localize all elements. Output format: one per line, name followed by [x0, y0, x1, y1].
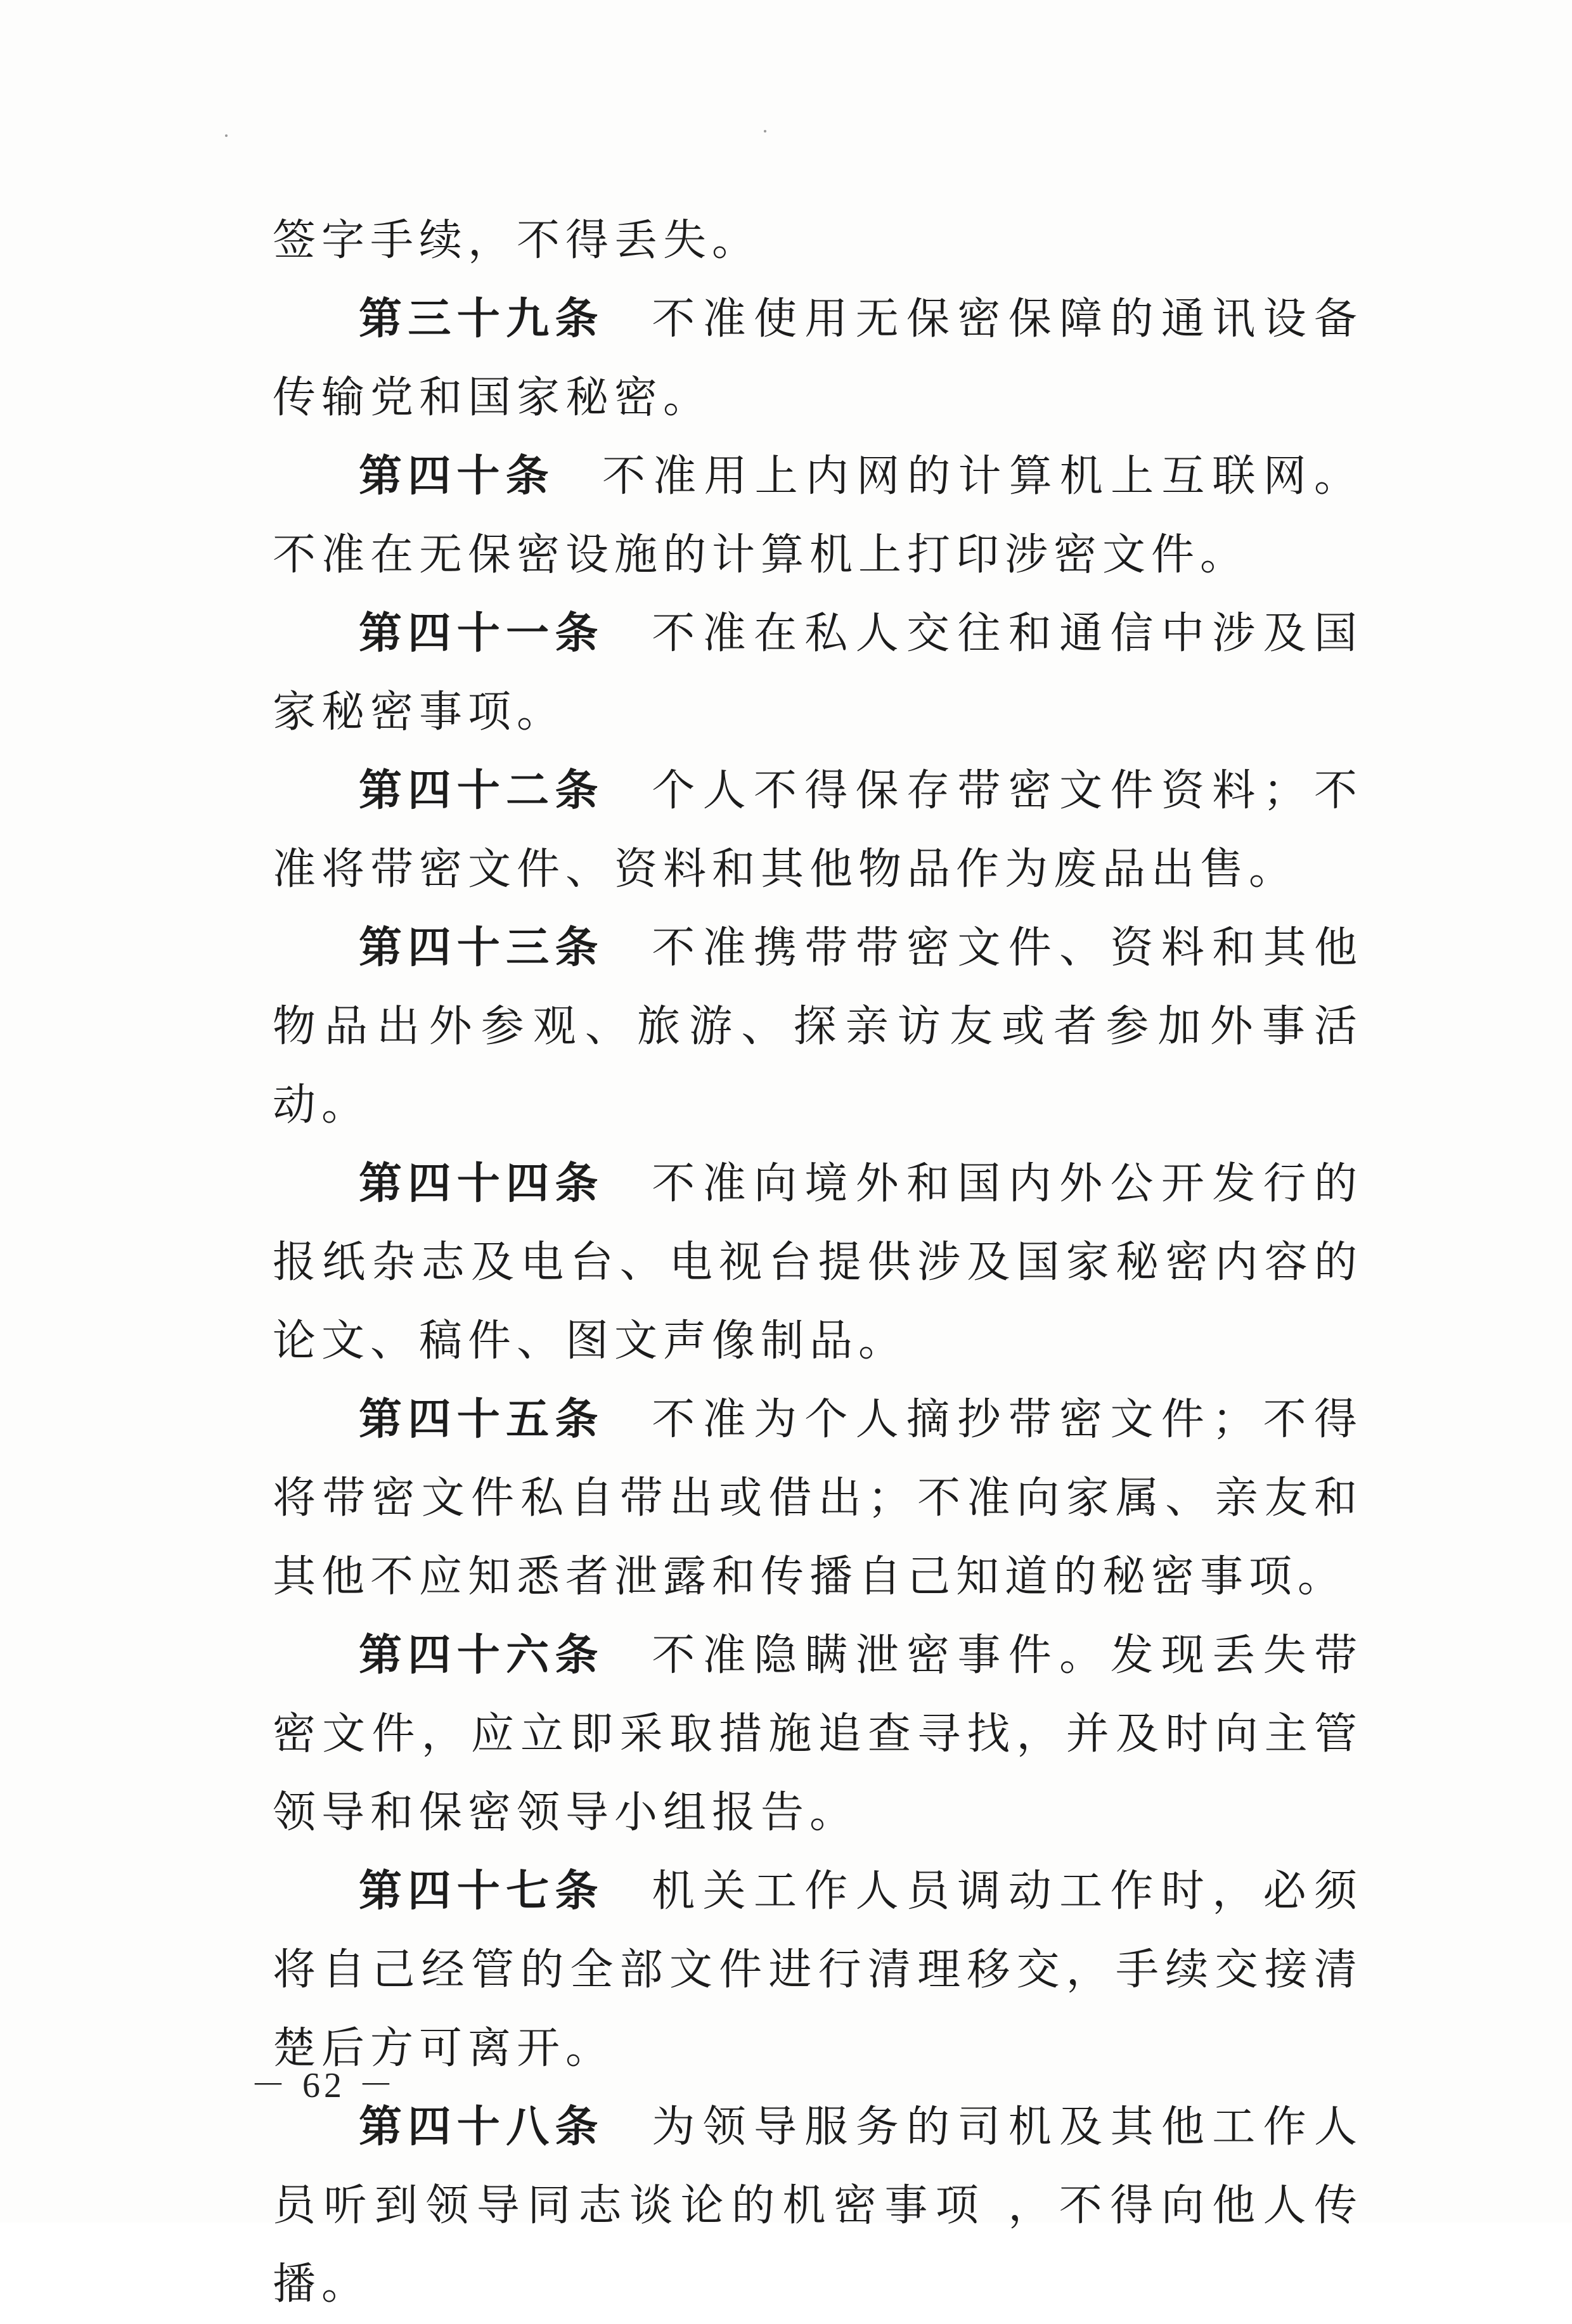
article-40	[273, 437, 1363, 595]
article-number: 第四十五条	[359, 1395, 604, 1445]
article-45	[273, 1381, 1363, 1617]
article-number: 第三十九条	[359, 294, 604, 344]
article-43	[273, 909, 1363, 1145]
continuation-paragraph: 签字手续，不得丢失。	[273, 216, 761, 266]
article-text: 不准向境外和国内外公开发行的报纸杂志及电台、电视台提供涉及国家秘密内容的论文、稿件、图文声像制品。	[273, 1159, 1363, 1366]
article-text: 不准为个人摘抄带密文件；不得将带密文件私自带出或借出；不准向家属、亲友和其他不应知悉者泄露和传播自己知道的秘密事项。	[273, 1395, 1363, 1602]
article-text: 不准用上内网的计算机上互联网。不准在无保密设施的计算机上打印涉密文件。	[273, 451, 1363, 580]
article-text: 个人不得保存带密文件资料；不准将带密文件、资料和其他物品作为废品出售。	[273, 766, 1363, 894]
article-text: 机关工作人员调动工作时，必须将自己经管的全部文件进行清理移交，手续交接清楚后方可离开。	[273, 1866, 1363, 2074]
article-46	[273, 1617, 1363, 1852]
page-number: － 62 －	[250, 2066, 397, 2105]
article-text: 不准使用无保密保障的通讯设备传输党和国家秘密。	[273, 294, 1363, 423]
article-number: 第四十一条	[359, 609, 604, 659]
article-number: 第四十四条	[359, 1159, 604, 1209]
article-text: 不准隐瞒泄密事件。发现丢失带密文件，应立即采取措施追查寻找，并及时向主管领导和保密领导小组报告。	[273, 1630, 1363, 1838]
article-39	[273, 280, 1363, 437]
article-44	[273, 1145, 1363, 1381]
scan-speck	[225, 134, 228, 137]
article-number: 第四十六条	[359, 1630, 604, 1681]
article-text: 不准携带带密文件、资料和其他物品出外参观、旅游、探亲访友或者参加外事活动。	[273, 923, 1363, 1130]
article-42	[273, 752, 1363, 909]
article-number: 第四十七条	[359, 1866, 604, 1916]
article-number: 第四十八条	[359, 2102, 604, 2152]
article-47	[273, 1852, 1363, 2088]
article-number: 第四十二条	[359, 766, 604, 816]
article-number: 第四十三条	[359, 923, 604, 973]
article-text: 不准在私人交往和通信中涉及国家秘密事项。	[273, 609, 1363, 737]
document-body	[273, 202, 1363, 2324]
article-48	[273, 2088, 1363, 2324]
article-text: 为领导服务的司机及其他工作人员听到领导同志谈论的机密事项 ，不得向他人传播。	[273, 2102, 1363, 2309]
article-41	[273, 595, 1363, 752]
article-number: 第四十条	[359, 451, 555, 501]
scan-speck	[764, 130, 766, 132]
